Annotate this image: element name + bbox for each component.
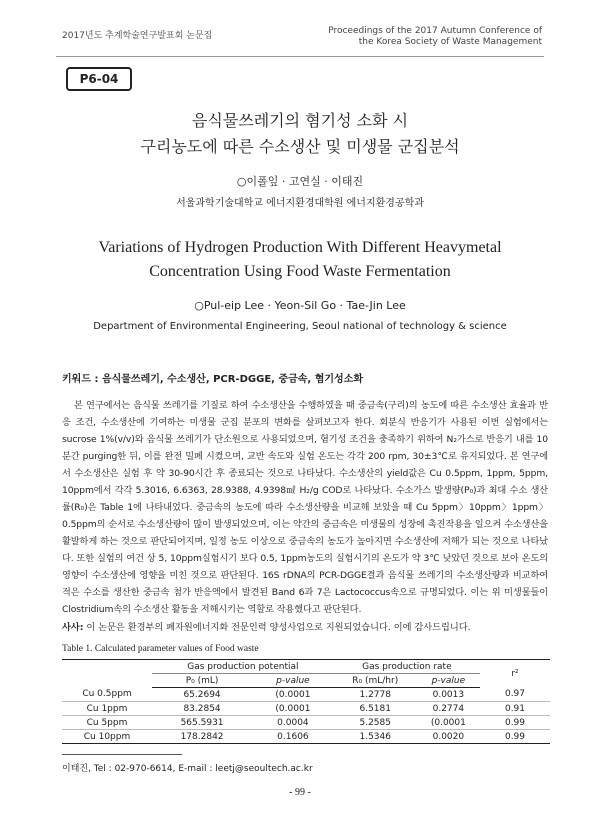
english-title-line1: Variations of Hydrogen Production With Different Heavymetal — [98, 239, 502, 256]
table-corner — [62, 660, 152, 688]
header-left: 2017년도 추계학술연구발표회 논문집 — [62, 31, 213, 41]
cell-p0: 83.2854 — [152, 702, 252, 716]
acknowledgement-text: 이 논문은 환경부의 폐자원에너지화 전문인력 양성사업으로 지원되었습니다. 이에 감사드립니다. — [83, 622, 471, 633]
subheader-pvalue-2: p-value — [417, 674, 480, 688]
keywords: 키워드 : 음식물쓰레기, 수소생산, PCR-DGGE, 중금속, 혐기성소화 — [62, 374, 364, 385]
korean-title-line1: 음식물쓰레기의 혐기성 소화 시 — [191, 111, 409, 130]
paper-code-box: P6-04 — [66, 67, 132, 91]
cell-r2: 0.99 — [480, 730, 550, 744]
acknowledgement — [62, 619, 548, 636]
header-gas-production-potential: Gas production potential — [152, 660, 334, 674]
row-label: Cu 1ppm — [62, 702, 152, 716]
table-row — [62, 688, 550, 702]
cell-r0: 1.5346 — [334, 730, 417, 744]
cell-pvalue: 0.2774 — [417, 702, 480, 716]
cell-pvalue: 0.0004 — [252, 716, 334, 730]
subheader-p0: P₀ (mL) — [152, 674, 252, 688]
cell-pvalue: (0.0001 — [252, 688, 334, 702]
row-label: Cu 0.5ppm — [62, 688, 152, 702]
english-title-line2: Concentration Using Food Waste Fermentation — [149, 263, 451, 280]
parameter-table — [62, 659, 550, 744]
abstract-text: 본 연구에서는 음식물 쓰레기를 기질로 하여 수소생산을 수행하였을 때 중금속(구리)의 농도에 따른 수소생산 효율과 반응 조건, 수소생산에 기여하는 미생물 군집 분포의 변화를 살펴보고자 한다. 회분식 반응기가 사용된 이번 실험에서는 sucrose 1%(v/v)와 음식물 쓰레기가 단소원으로 사용되었으며, 혐기성 조건을 충족하기 위하여 N₂가스로 반응기 내를 10분간 purging한 뒤, 이를 완전 밀폐 시켰으며, 교반 속도와 실험 온도는 각각 200 rpm, 30±3℃로 유지되었다. 본 연구에서 수소생산은 실험 후 약 30-90시간 후 종료되는 것으로 나타났다. 수소생산의 yield값은 Cu 0.5ppm, 1ppm, 5ppm, 10ppm에서 각각 5.3016, 6.6363, 28.9388, 4.9398㎖ H₂/g COD로 나타났다. 수소가스 발생량(P₀)과 최대 수소 생산률(R₀)은 Table 1에 나타내었다. 중금속의 농도에 따라 수소생산량을 비교해 보았을 때 Cu 5ppm〉10ppm〉1ppm〉0.5ppm의 순서로 수소생산량이 많이 발생되었으며, 이는 약간의 중금속은 미생물의 성장에 촉진작용을 일으켜 수소생산을 활발하게 하는 것으로 판단되어지며, 일정 농도 이상으로 중금속의 농도가 높아지면 수소생산에 저해가 되는 것으로 나타났다. 또한 실험의 여건 상 5, 10ppm실험시기 보다 0.5, 1ppm농도의 실험시기의 온도가 약 3℃ 낮았던 것으로 보아 온도의 영향이 수소생산에 영향을 미친 것으로 판단된다. 16S rDNA의 PCR-DGGE결과 음식물 쓰레기의 수소생산량과 비교하여 적은 수소를 생산한 중금속 첨가 반응액에서 발견된 Band 6과 7은 Lactococcus속으로 규명되었다. 이는 위 미생물들이 Clostridium속의 수소생산 활동을 저해시키는 역할로 작용했다고 판단된다. — [62, 400, 548, 615]
cell-r2: 0.99 — [480, 716, 550, 730]
cell-pvalue: 0.0020 — [417, 730, 480, 744]
header-right-line2: the Korea Society of Waste Management — [358, 37, 542, 47]
footnote: 이태진, Tel : 02-970-6614, E-mail : leetj@seoultech.ac.kr — [62, 764, 313, 774]
row-label: Cu 5ppm — [62, 716, 152, 730]
cell-p0: 65.2694 — [152, 688, 252, 702]
korean-affiliation: 서울과학기술대학교 에너지환경대학원 에너지환경공학과 — [176, 198, 424, 209]
header-r2: r² — [480, 660, 550, 688]
cell-r2: 0.97 — [480, 688, 550, 702]
header-right-line1: Proceedings of the 2017 Autumn Conference of — [328, 26, 542, 36]
cell-r0: 1.2778 — [334, 688, 417, 702]
subheader-r0: R₀ (mL/hr) — [334, 674, 417, 688]
subheader-pvalue-1: p-value — [252, 674, 334, 688]
cell-pvalue: 0.0013 — [417, 688, 480, 702]
korean-authors: ○이폴잎 · 고연실 · 이태진 — [236, 175, 364, 188]
english-authors: ○Pul-eip Lee · Yeon-Sil Go · Tae-Jin Lee — [194, 299, 406, 312]
korean-title-line2: 구리농도에 따른 수소생산 및 미생물 군집분석 — [140, 137, 460, 156]
cell-r0: 6.5181 — [334, 702, 417, 716]
header-gas-production-rate: Gas production rate — [334, 660, 480, 674]
page-number: - 99 - — [289, 787, 311, 798]
cell-p0: 178.2842 — [152, 730, 252, 744]
cell-p0: 565.5931 — [152, 716, 252, 730]
table-row — [62, 702, 550, 716]
table-caption: Table 1. Calculated parameter values of Food waste — [62, 644, 259, 654]
table-row — [62, 716, 550, 730]
acknowledgement-label: 사사: — [62, 622, 84, 633]
header-rule — [56, 56, 544, 57]
header-right — [302, 26, 542, 48]
cell-pvalue: (0.0001 — [252, 702, 334, 716]
english-affiliation: Department of Environmental Engineering, Seoul national of technology & science — [93, 321, 507, 332]
footnote-rule — [62, 754, 182, 755]
row-label: Cu 10ppm — [62, 730, 152, 744]
cell-r0: 5.2585 — [334, 716, 417, 730]
cell-pvalue: 0.1606 — [252, 730, 334, 744]
cell-r2: 0.91 — [480, 702, 550, 716]
table-row — [62, 730, 550, 744]
cell-pvalue: (0.0001 — [417, 716, 480, 730]
